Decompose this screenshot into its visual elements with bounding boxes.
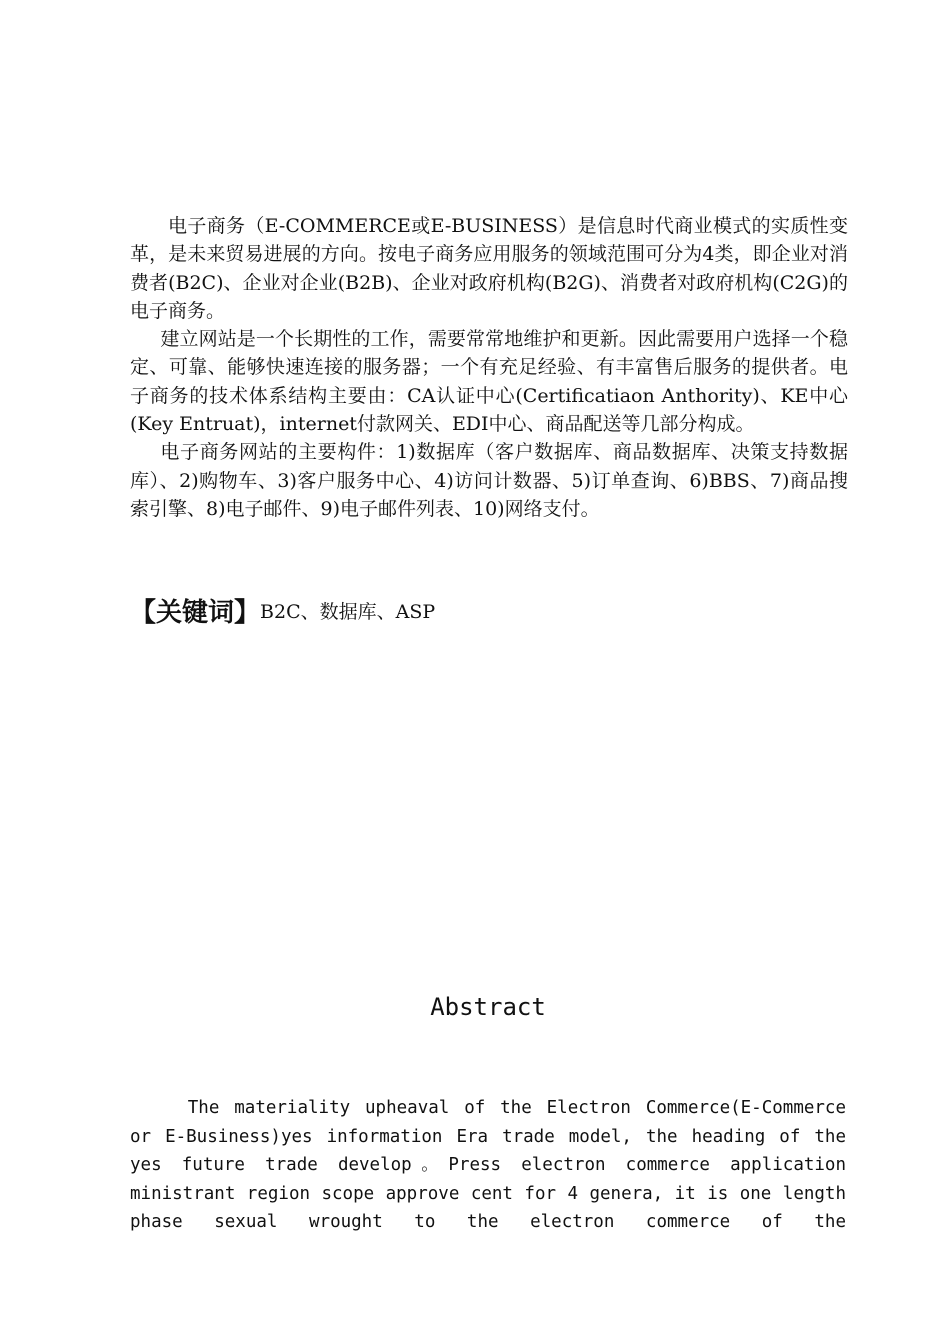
- abstract-paragraph-3: 电子商务网站的主要构件：1)数据库（客户数据库、商品数据库、决策支持数据库）、2)购物车、3)客户服务中心、4)访问计数器、5)订单查询、6)BBS、7)商品搜索引擎、8)电子邮件、9)电子邮件列表、10)网络支付。: [130, 441, 848, 520]
- abstract-title: Abstract: [430, 993, 546, 1021]
- abstract-paragraph-1: 电子商务（E-COMMERCE或E-BUSINESS）是信息时代商业模式的实质性变革，是未来贸易进展的方向。按电子商务应用服务的领域范围可分为4类，即企业对消费者(B2C)、企业对企业(B2B)、企业对政府机构(B2G)、消费者对政府机构(C2G)的电子商务。: [130, 215, 848, 322]
- keywords-line: [130, 592, 435, 629]
- english-abstract: [130, 1094, 846, 1237]
- abstract-paragraph-2: 建立网站是一个长期性的工作，需要常常地维护和更新。因此需要用户选择一个稳定、可靠、能够快速连接的服务器；一个有充足经验、有丰富售后服务的提供者。电子商务的技术体系结构主要由：CA认证中心(Certificatiaon Anthority)、KE中心(Key Entruat)，internet付款网关、EDI中心、商品配送等几部分构成。: [130, 328, 848, 436]
- chinese-abstract: [130, 212, 848, 523]
- english-paragraph-1: The materiality upheaval of the Electron Commerce(E-Commerce or E-Business)yes information Era trade model, the heading of the yes future trade develop。Press electron commerce application ministrant region scope approve cent for 4 genera, it is one length phase sexual wrought to the electron commerce of the: [130, 1098, 846, 1233]
- keywords-label: 【关键词】: [130, 598, 261, 628]
- keywords-text: B2C、数据库、ASP: [260, 601, 436, 623]
